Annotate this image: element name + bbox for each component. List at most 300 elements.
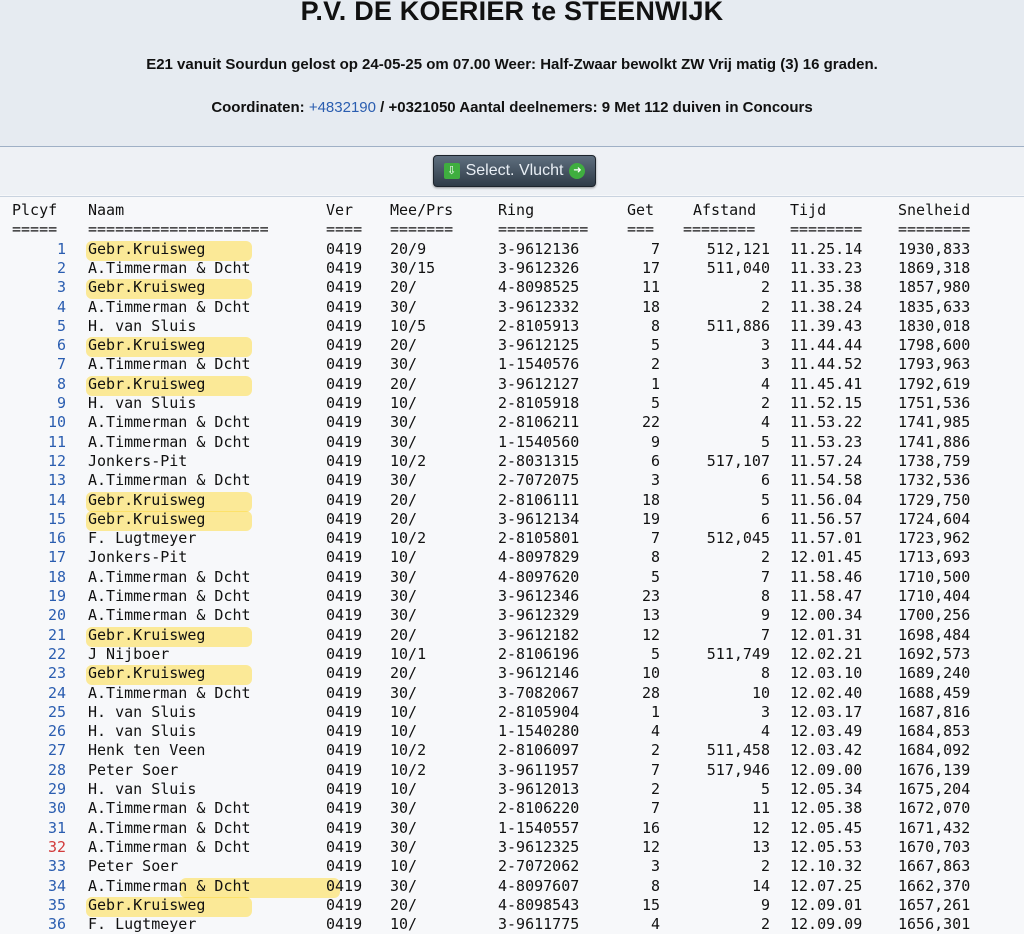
club-code: 0419: [326, 587, 363, 605]
rank-link[interactable]: 14: [47, 490, 66, 509]
distance: 2: [760, 394, 770, 412]
fancier-name: J Nijboer: [88, 644, 170, 663]
ring-number: 4-8097607: [498, 876, 580, 895]
arrival-time: 11.53.22: [790, 413, 863, 432]
arrival-time: 11.44.52: [790, 355, 863, 374]
club-code: 0419: [326, 664, 363, 683]
distance: 3: [760, 355, 770, 374]
marked-number: 28: [641, 683, 660, 702]
rank-link[interactable]: 13: [47, 471, 66, 490]
ring-number: 3-9612125: [498, 336, 580, 355]
table-row: [0, 703, 1024, 722]
rank-link[interactable]: 32: [47, 837, 66, 856]
distance: 12: [751, 818, 770, 837]
distance: 2: [760, 278, 770, 297]
marked-number: 2: [650, 741, 660, 760]
entries-prizes: 30/: [390, 606, 418, 625]
entries-prizes: 10/2: [390, 741, 427, 760]
club-code: 0419: [326, 374, 363, 393]
club-code: 0419: [326, 548, 363, 567]
distance: 7: [760, 567, 770, 586]
ring-number: 2-8031315: [498, 451, 580, 470]
arrival-time: 11.38.24: [790, 297, 863, 316]
distance: 8: [760, 587, 770, 605]
speed: 1671,432: [898, 818, 971, 837]
rank-link[interactable]: 9: [56, 394, 66, 412]
marked-number: 1: [650, 374, 660, 393]
ring-number: 2-8105904: [498, 702, 580, 721]
fancier-name: H. van Sluis: [88, 722, 197, 741]
marked-number: 7: [650, 239, 660, 258]
fancier-name: Gebr.Kruisweg: [88, 625, 206, 644]
ring-number: 3-9612329: [498, 606, 580, 625]
marked-number: 18: [641, 297, 660, 316]
rank-link[interactable]: 4: [56, 297, 66, 316]
rank-link[interactable]: 31: [47, 818, 66, 837]
ring-number: 2-8105918: [498, 394, 580, 412]
entries-prizes: 30/: [390, 876, 418, 895]
speed: 1751,536: [898, 394, 971, 412]
rank-link[interactable]: 26: [47, 722, 66, 741]
rank-link[interactable]: 6: [56, 336, 66, 355]
table-row: [0, 819, 1024, 838]
rank-link[interactable]: 34: [47, 876, 66, 895]
table-row: [0, 317, 1024, 336]
rank-link[interactable]: 29: [47, 780, 66, 798]
arrival-time: 11.58.46: [790, 567, 863, 586]
arrow-right-icon: ➜: [569, 163, 585, 179]
ring-number: 3-9612346: [498, 587, 580, 605]
entries-prizes: 20/: [390, 336, 418, 355]
entries-prizes: 20/: [390, 374, 418, 393]
speed: 1687,816: [898, 702, 971, 721]
fancier-name: Peter Soer: [88, 857, 179, 876]
rank-link[interactable]: 30: [47, 799, 66, 818]
ring-number: 1-1540560: [498, 432, 580, 451]
fancier-name: Gebr.Kruisweg: [88, 278, 206, 297]
fancier-name: H. van Sluis: [88, 702, 197, 721]
entries-prizes: 20/: [390, 664, 418, 683]
marked-number: 17: [641, 258, 660, 277]
speed: 1662,370: [898, 876, 971, 895]
speed: 1710,500: [898, 567, 971, 586]
rank-link[interactable]: 7: [56, 355, 66, 374]
rank-link[interactable]: 36: [47, 915, 66, 934]
table-separator-row: [0, 220, 1024, 239]
table-row: [0, 587, 1024, 606]
ring-number: 3-9612146: [498, 664, 580, 683]
arrival-time: 11.33.23: [790, 258, 863, 277]
club-code: 0419: [326, 509, 363, 528]
rank-link[interactable]: 10: [47, 413, 66, 432]
distance: 11: [751, 799, 770, 818]
entries-prizes: 10/1: [390, 644, 427, 663]
speed: 1724,604: [898, 509, 971, 528]
speed: 1688,459: [898, 683, 971, 702]
marked-number: 15: [641, 895, 660, 914]
speed: 1741,886: [898, 432, 971, 451]
speed: 1667,863: [898, 857, 971, 876]
speed: 1732,536: [898, 471, 971, 490]
distance: 9: [760, 606, 770, 625]
club-code: 0419: [326, 818, 363, 837]
marked-number: 10: [641, 664, 660, 683]
ring-number: 3-9612134: [498, 509, 580, 528]
distance: 5: [760, 490, 770, 509]
ring-number: 2-8105913: [498, 316, 580, 335]
entries-prizes: 10/2: [390, 529, 427, 548]
rank-link[interactable]: 11: [47, 432, 66, 451]
entries-prizes: 30/: [390, 837, 418, 856]
club-code: 0419: [326, 355, 363, 374]
marked-number: 5: [650, 394, 660, 412]
table-row: [0, 452, 1024, 471]
speed: 1670,703: [898, 837, 971, 856]
separator-mee: =======: [390, 220, 454, 239]
entries-prizes: 20/: [390, 490, 418, 509]
rank-link[interactable]: 25: [47, 702, 66, 721]
speed: 1713,693: [898, 548, 971, 567]
speed: 1672,070: [898, 799, 971, 818]
arrival-time: 12.03.17: [790, 702, 863, 721]
distance: 14: [751, 876, 770, 895]
column-header-ver: Ver: [326, 201, 354, 219]
table-row: [0, 491, 1024, 510]
club-code: 0419: [326, 297, 363, 316]
arrival-time: 12.01.45: [790, 548, 863, 567]
ring-number: 1-1540280: [498, 722, 580, 741]
rank-link[interactable]: 15: [47, 509, 66, 528]
fancier-name: Gebr.Kruisweg: [88, 895, 206, 914]
marked-number: 13: [641, 606, 660, 625]
ring-number: 4-8098525: [498, 278, 580, 297]
arrival-time: 11.53.23: [790, 432, 863, 451]
column-header-naam: Naam: [88, 201, 125, 219]
entries-prizes: 10/: [390, 702, 418, 721]
arrival-time: 11.54.58: [790, 471, 863, 490]
fancier-name: Gebr.Kruisweg: [88, 239, 206, 258]
marked-number: 23: [641, 587, 660, 605]
arrival-time: 12.07.25: [790, 876, 863, 895]
distance: 7: [760, 625, 770, 644]
arrival-time: 11.57.24: [790, 451, 863, 470]
rank-link[interactable]: 1: [56, 239, 66, 258]
fancier-name: A.Timmerman & Dcht: [88, 683, 251, 702]
table-row: [0, 799, 1024, 818]
distance: 4: [760, 722, 770, 741]
rank-link[interactable]: 16: [47, 529, 66, 548]
speed: 1741,985: [898, 413, 971, 432]
fancier-name: F. Lugtmeyer: [88, 915, 197, 934]
table-row: [0, 877, 1024, 896]
arrival-time: 11.45.41: [790, 374, 863, 393]
separator-get: ===: [627, 220, 655, 239]
speed: 1729,750: [898, 490, 971, 509]
rank-link[interactable]: 27: [47, 741, 66, 760]
entries-prizes: 10/: [390, 915, 418, 934]
fancier-name: Gebr.Kruisweg: [88, 374, 206, 393]
entries-prizes: 20/9: [390, 239, 427, 258]
distance: 511,749: [706, 644, 770, 663]
arrival-time: 11.44.44: [790, 336, 863, 355]
arrival-time: 11.57.01: [790, 529, 863, 548]
arrival-time: 12.09.00: [790, 760, 863, 779]
distance: 4: [760, 413, 770, 432]
ring-number: 2-8106220: [498, 799, 580, 818]
fancier-name: Gebr.Kruisweg: [88, 509, 206, 528]
ring-number: 3-7082067: [498, 683, 580, 702]
marked-number: 2: [650, 780, 660, 798]
club-code: 0419: [326, 278, 363, 297]
club-code: 0419: [326, 760, 363, 779]
table-row: [0, 529, 1024, 548]
table-row: [0, 684, 1024, 703]
marked-number: 1: [650, 702, 660, 721]
fancier-name: F. Lugtmeyer: [88, 529, 197, 548]
club-code: 0419: [326, 432, 363, 451]
marked-number: 12: [641, 625, 660, 644]
distance: 511,458: [706, 741, 770, 760]
marked-number: 5: [650, 567, 660, 586]
ring-number: 3-9612013: [498, 780, 580, 798]
club-code: 0419: [326, 625, 363, 644]
fancier-name: Jonkers-Pit: [88, 451, 188, 470]
distance: 3: [760, 336, 770, 355]
arrival-time: 12.03.10: [790, 664, 863, 683]
rank-link[interactable]: 22: [47, 644, 66, 663]
speed: 1684,853: [898, 722, 971, 741]
fancier-name: Gebr.Kruisweg: [88, 490, 206, 509]
rank-link[interactable]: 17: [47, 548, 66, 567]
table-row: [0, 896, 1024, 915]
club-code: 0419: [326, 413, 363, 432]
fancier-name: H. van Sluis: [88, 394, 197, 412]
speed: 1698,484: [898, 625, 971, 644]
ring-number: 3-9612332: [498, 297, 580, 316]
fancier-name: H. van Sluis: [88, 780, 197, 798]
column-header-ring: Ring: [498, 201, 535, 219]
marked-number: 16: [641, 818, 660, 837]
rank-link[interactable]: 28: [47, 760, 66, 779]
ring-number: 4-8098543: [498, 895, 580, 914]
entries-prizes: 30/: [390, 413, 418, 432]
rank-link[interactable]: 8: [56, 374, 66, 393]
rank-link[interactable]: 3: [56, 278, 66, 297]
ring-number: 4-8097620: [498, 567, 580, 586]
fancier-name: H. van Sluis: [88, 316, 197, 335]
separator-ver: ====: [326, 220, 363, 239]
table-row: [0, 355, 1024, 374]
rank-link[interactable]: 5: [56, 316, 66, 335]
club-code: 0419: [326, 644, 363, 663]
separator-naam: ====================: [88, 220, 269, 239]
entries-prizes: 10/: [390, 857, 418, 876]
rank-link[interactable]: 24: [47, 683, 66, 702]
arrival-time: 11.25.14: [790, 239, 863, 258]
coordinates-link[interactable]: +4832190: [308, 99, 376, 116]
table-row: [0, 413, 1024, 432]
distance: 512,121: [706, 239, 770, 258]
marked-number: 4: [650, 915, 660, 934]
table-row: [0, 394, 1024, 413]
column-header-afstand: Afstand: [693, 201, 757, 219]
rank-link[interactable]: 12: [47, 451, 66, 470]
speed: 1792,619: [898, 374, 971, 393]
club-code: 0419: [326, 780, 363, 798]
arrival-time: 11.58.47: [790, 587, 863, 605]
entries-prizes: 30/: [390, 567, 418, 586]
marked-number: 19: [641, 509, 660, 528]
marked-number: 7: [650, 760, 660, 779]
club-code: 0419: [326, 876, 363, 895]
arrival-time: 12.02.40: [790, 683, 863, 702]
distance: 9: [760, 895, 770, 914]
fancier-name: A.Timmerman & Dcht: [88, 413, 251, 432]
coord-label: Coordinaten:: [211, 99, 309, 116]
club-code: 0419: [326, 837, 363, 856]
entries-prizes: 10/2: [390, 451, 427, 470]
distance: 517,946: [706, 760, 770, 779]
ring-number: 1-1540576: [498, 355, 580, 374]
table-row: [0, 433, 1024, 452]
arrival-time: 12.09.09: [790, 915, 863, 934]
rank-link[interactable]: 18: [47, 567, 66, 586]
table-row: [0, 857, 1024, 876]
separator-afstand: ========: [683, 220, 756, 239]
separator-tijd: ========: [790, 220, 863, 239]
marked-number: 4: [650, 722, 660, 741]
marked-number: 2: [650, 355, 660, 374]
club-code: 0419: [326, 567, 363, 586]
distance: 10: [751, 683, 770, 702]
entries-prizes: 20/: [390, 625, 418, 644]
speed: 1793,963: [898, 355, 971, 374]
rank-link[interactable]: 35: [47, 895, 66, 914]
distance: 2: [760, 297, 770, 316]
entries-prizes: 10/5: [390, 316, 427, 335]
entries-prizes: 30/: [390, 587, 418, 605]
table-row: [0, 722, 1024, 741]
arrival-time: 12.05.34: [790, 780, 863, 798]
arrival-time: 11.56.04: [790, 490, 863, 509]
entries-prizes: 10/: [390, 780, 418, 798]
fancier-name: A.Timmerman & Dcht: [88, 567, 251, 586]
table-row: [0, 240, 1024, 259]
arrival-time: 11.52.15: [790, 394, 863, 412]
speed: 1676,139: [898, 760, 971, 779]
column-header-plcyf: Plcyf: [12, 201, 58, 219]
distance: 3: [760, 702, 770, 721]
rank-link[interactable]: 19: [47, 587, 66, 605]
table-row: [0, 375, 1024, 394]
marked-number: 3: [650, 471, 660, 490]
entries-prizes: 30/: [390, 683, 418, 702]
select-flight-button[interactable]: [433, 155, 596, 187]
fancier-name: A.Timmerman & Dcht: [88, 876, 251, 895]
marked-number: 5: [650, 336, 660, 355]
marked-number: 9: [650, 432, 660, 451]
table-row: [0, 568, 1024, 587]
distance: 517,107: [706, 451, 770, 470]
arrival-time: 12.00.34: [790, 606, 863, 625]
table-row: [0, 336, 1024, 355]
entries-prizes: 20/: [390, 895, 418, 914]
ring-number: 3-9611957: [498, 760, 580, 779]
distance: 5: [760, 780, 770, 798]
marked-number: 8: [650, 548, 660, 567]
distance: 5: [760, 432, 770, 451]
entries-prizes: 10/: [390, 548, 418, 567]
speed: 1857,980: [898, 278, 971, 297]
ring-number: 3-9612326: [498, 258, 580, 277]
speed: 1738,759: [898, 451, 971, 470]
club-code: 0419: [326, 336, 363, 355]
page-title: P.V. DE KOERIER te STEENWIJK: [300, 0, 724, 26]
club-code: 0419: [326, 258, 363, 277]
separator-snelheid: ========: [898, 220, 971, 239]
entries-prizes: 10/: [390, 394, 418, 412]
marked-number: 8: [650, 876, 660, 895]
rank-link[interactable]: 33: [47, 857, 66, 876]
table-row: [0, 780, 1024, 799]
table-row: [0, 259, 1024, 278]
fancier-name: Gebr.Kruisweg: [88, 664, 206, 683]
marked-number: 18: [641, 490, 660, 509]
speed: 1723,962: [898, 529, 971, 548]
distance: 6: [760, 509, 770, 528]
arrival-time: 12.05.38: [790, 799, 863, 818]
ring-number: 2-8105801: [498, 529, 580, 548]
fancier-name: Peter Soer: [88, 760, 179, 779]
ring-number: 2-8106111: [498, 490, 580, 509]
distance: 6: [760, 471, 770, 490]
speed: 1692,573: [898, 644, 971, 663]
distance: 512,045: [706, 529, 770, 548]
column-header-mee: Mee/Prs: [390, 201, 454, 219]
speed: 1675,204: [898, 780, 971, 798]
club-code: 0419: [326, 722, 363, 741]
club-code: 0419: [326, 606, 363, 625]
rank-link[interactable]: 23: [47, 664, 66, 683]
rank-link[interactable]: 20: [47, 606, 66, 625]
separator-plcyf: =====: [12, 220, 58, 239]
ring-number: 3-9612136: [498, 239, 580, 258]
table-row: [0, 645, 1024, 664]
fancier-name: A.Timmerman & Dcht: [88, 818, 251, 837]
ring-number: 3-9611775: [498, 915, 580, 934]
fancier-name: A.Timmerman & Dcht: [88, 258, 251, 277]
separator-ring: ==========: [498, 220, 589, 239]
marked-number: 8: [650, 316, 660, 335]
download-icon: ⇩: [444, 163, 460, 179]
club-code: 0419: [326, 741, 363, 760]
arrival-time: 12.05.53: [790, 837, 863, 856]
marked-number: 12: [641, 837, 660, 856]
coord-rest: / +0321050 Aantal deelnemers: 9 Met 112 duiven in Concours: [375, 99, 813, 116]
marked-number: 6: [650, 451, 660, 470]
ring-number: 2-7072062: [498, 857, 580, 876]
rank-link[interactable]: 21: [47, 625, 66, 644]
marked-number: 7: [650, 529, 660, 548]
rank-link[interactable]: 2: [56, 258, 66, 277]
table-row: [0, 510, 1024, 529]
arrival-time: 12.09.01: [790, 895, 863, 914]
club-code: 0419: [326, 451, 363, 470]
distance: 2: [760, 857, 770, 876]
column-header-tijd: Tijd: [790, 201, 827, 219]
club-code: 0419: [326, 799, 363, 818]
arrival-time: 12.03.49: [790, 722, 863, 741]
